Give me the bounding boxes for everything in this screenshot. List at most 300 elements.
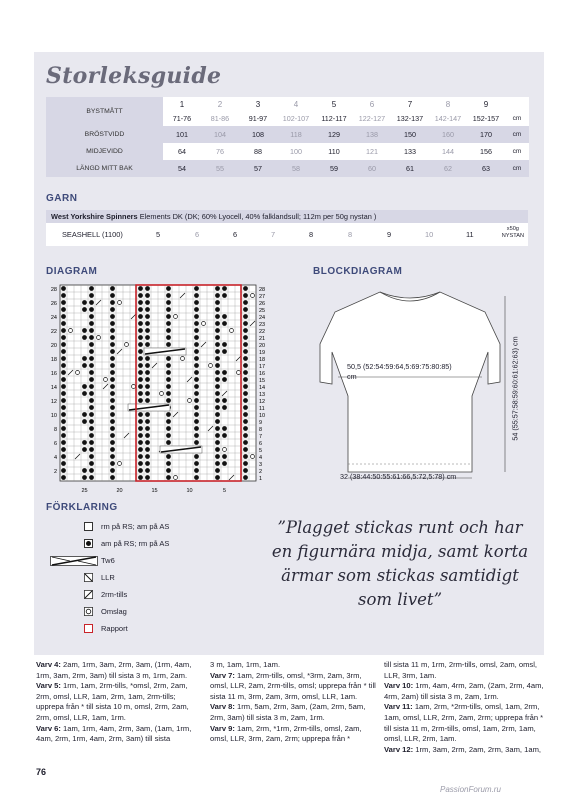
row-number: 20 [50,343,57,349]
purl-dot [82,307,87,312]
instruction-row: Varv 5: 1rm, 1am, 2rm-tills, *omsl, 2rm, 2am, 2rm, omsl, LLR, 1am, 2rm, 1am, 2rm-tills; upprepa från * till sista 10 m, omsl, 2rm, 2am, 2rm, omsl, LLR, 1am, 1rm. [36,681,189,722]
purl-dot [138,398,143,403]
instructions-column-2 [210,660,376,745]
purl-dot [110,370,115,375]
yarn-amount: 10 [425,230,434,239]
purl-dot [145,363,150,368]
purl-dot [145,440,150,445]
purl-dot [110,468,115,473]
purl-dot [243,384,248,389]
yarn-amount: 6 [233,230,238,239]
purl-dot [166,363,171,368]
purl-dot [166,433,171,438]
purl-dot [110,412,115,417]
cell-value: 144 [429,143,467,160]
purl-dot [166,412,171,417]
purl-dot [89,475,94,480]
purl-dot [61,328,66,333]
yarn-amount: 11 [466,230,474,239]
purl-dot [110,363,115,368]
purl-dot [166,321,171,326]
purl-dot [61,342,66,347]
cell-value: 61 [391,160,429,177]
purl-dot [194,342,199,347]
purl-dot [138,335,143,340]
row-number: 13 [259,392,266,398]
instruction-row: Varv 12: 1rm, 3am, 2rm, 2am, 2rm, 3am, 1am, [384,744,541,754]
row-label: BYSTMÅTT [46,97,163,126]
purl-dot [215,426,220,431]
purl-dot [145,286,150,291]
unit: cm [505,143,529,160]
cell-value: 59 [315,160,353,177]
cell-value: 63 [467,160,505,177]
purl-dot [194,286,199,291]
cell-value: 64 [163,143,201,160]
purl-dot [166,461,171,466]
purl-dot [61,468,66,473]
purl-dot [222,370,227,375]
purl-dot [222,461,227,466]
purl-dot [89,314,94,319]
purl-dot [194,384,199,389]
purl-dot [145,475,150,480]
purl-dot [145,454,150,459]
legend-item: Tw6 [46,556,206,570]
purl-dot [194,314,199,319]
purl-dot [243,412,248,417]
legend-item: rm på RS; am på AS [46,522,206,536]
size-number-row [46,97,529,111]
purl-dot [110,475,115,480]
cell-value: 108 [239,126,277,143]
bust-range: 132-137 [391,111,429,126]
purl-dot [61,475,66,480]
cell-value: 104 [201,126,239,143]
yarn-amount: 8 [309,230,314,239]
purl-dot [110,321,115,326]
row-number: 25 [259,308,266,314]
instruction-row: Varv 6: 1am, 1rm, 4am, 2rm, 3am, (1am, 1rm, 4am, 2rm, 1rm, 4am, 2rm, 3am) till sista [36,723,192,744]
purl-dot [194,412,199,417]
bust-range: 71-76 [163,111,201,126]
row-number: 11 [259,406,265,412]
row-number: 23 [259,322,266,328]
purl-dot [89,468,94,473]
purl-dot [110,286,115,291]
purl-dot [215,363,220,368]
purl-dot [243,314,248,319]
row-number: 10 [259,413,266,419]
purl-dot [243,440,248,445]
purl-dot [243,454,248,459]
purl-dot [82,363,87,368]
cell-value: 150 [391,126,429,143]
purl-dot [110,307,115,312]
size-number: 2 [201,97,239,111]
yarn-over-icon [84,607,93,616]
yarn-amount: 9 [387,230,392,239]
purl-dot [145,377,150,382]
purl-dot [194,377,199,382]
purl-dot [215,286,220,291]
purl-dot [166,307,171,312]
purl-dot [138,447,143,452]
cell-value: 129 [315,126,353,143]
cable-tw6-icon [50,556,98,566]
row-number: 19 [259,350,266,356]
purl-dot [82,468,87,473]
bust-range: 142-147 [429,111,467,126]
yarn-amount: 5 [156,230,161,239]
purl-dot [194,321,199,326]
purl-dot [194,328,199,333]
purl-dot [89,356,94,361]
bust-range: 112-117 [315,111,353,126]
row-number: 10 [50,413,57,419]
purl-dot [89,293,94,298]
purl-dot [138,363,143,368]
purl-dot [194,454,199,459]
purl-dot [166,398,171,403]
purl-dot [243,433,248,438]
instructions-column-1 [36,660,204,745]
row-number: 2 [53,469,57,475]
length-row [46,160,529,177]
purl-dot [215,447,220,452]
purl-dot [215,370,220,375]
cell-value: 100 [277,143,315,160]
width-label: 50,5 (52:54:59:64,5:69:75:80:85) cm [347,362,452,381]
purl-dot [89,454,94,459]
purl-dot [138,440,143,445]
instruction-row: Varv 10: 1rm, 4am, 4rm, 2am, (2am, 2rm, 4am, 4rm, 2am) till sista 3 m, 2am, 1rm. [384,681,544,701]
purl-dot [194,433,199,438]
purl-dot [61,356,66,361]
purl-dot [110,391,115,396]
purl-dot [215,342,220,347]
purl-dot [61,321,66,326]
row-number: 18 [259,357,266,363]
purl-dot [194,300,199,305]
purl-dot [110,461,115,466]
purl-dot [89,440,94,445]
purl-dot [82,328,87,333]
stitch-chart [46,282,271,496]
yarn-description [46,210,528,223]
blockdiagram-heading: BLOCKDIAGRAM [313,266,403,277]
purl-dot [138,454,143,459]
purl-dot [138,412,143,417]
purl-dot [166,370,171,375]
row-number: 7 [259,434,263,440]
column-number: 5 [222,488,227,494]
purl-dot [215,405,220,410]
row-number: 28 [50,287,57,293]
page-number: 76 [36,767,47,777]
purl-dot [194,475,199,480]
row-number: 15 [259,378,266,384]
purl-dot [166,314,171,319]
row-number: 8 [53,427,57,433]
instruction-row: Varv 9: 1am, 2rm, *1rm, 2rm-tills, omsl, 2am, omsl, LLR, 3rm, 2am, 2rm; upprepa från * [210,723,362,744]
purl-dot [61,433,66,438]
purl-dot [61,363,66,368]
purl-dot [61,314,66,319]
row-number: 3 [259,462,263,468]
purl-dot [222,454,227,459]
diagram-heading: DIAGRAM [46,266,98,277]
purl-dot [138,433,143,438]
column-number: 25 [81,488,88,494]
purl-dot [243,286,248,291]
bust-range: 102-107 [277,111,315,126]
size-number: 3 [239,97,277,111]
purl-dot [166,335,171,340]
cell-value: 76 [201,143,239,160]
purl-dot [82,335,87,340]
row-label: BRÖSTVIDD [46,126,163,143]
instruction-row: Varv 4: 2am, 1rm, 3am, 2rm, 3am, (1rm, 4am, 1rm, 3am, 2rm, 3am) till sista 3 m, 1rm, 2am. [36,660,192,680]
purl-dot [110,293,115,298]
purl-dot [194,370,199,375]
row-number: 6 [259,441,263,447]
purl-dot [138,426,143,431]
purl-dot [243,321,248,326]
purl-dot [243,468,248,473]
purl-dot [110,335,115,340]
purl-dot [138,377,143,382]
instruction-row: Varv 11: 1am, 2rm, *2rm-tills, omsl, 1am, 2rm, 1am, omsl, LLR, 2rm, 2am, 2rm; upprepa från * till sista 11 m, 2rm-tills, omsl, 1am, 2rm, 1am, omsl, LLR, 2rm, 1am. [384,702,544,744]
purl-dot [89,300,94,305]
chart-grid [60,285,256,481]
purl-dot [215,328,220,333]
instruction-row: 3 m, 1am, 1rm, 1am. [210,660,281,669]
row-number: 17 [259,364,266,370]
purl-dot [243,398,248,403]
purl-dot [89,384,94,389]
row-number: 24 [50,315,57,321]
purl-dot [110,342,115,347]
unit: cm [505,111,529,126]
purl-dot [138,314,143,319]
purl-dot [145,384,150,389]
garn-heading: GARN [46,193,78,204]
k2tog-icon [84,590,93,599]
purl-dot [215,433,220,438]
purl-dot [145,321,150,326]
purl-dot [89,412,94,417]
purl-dot [215,307,220,312]
purl-dot-icon [84,539,93,548]
purl-dot [145,335,150,340]
purl-dot [222,398,227,403]
purl-dot [61,454,66,459]
purl-dot [243,419,248,424]
bust-range: 91-97 [239,111,277,126]
purl-dot [89,370,94,375]
row-number: 28 [259,287,266,293]
purl-dot [166,391,171,396]
row-number: 22 [50,329,57,335]
purl-dot [194,335,199,340]
purl-dot [243,293,248,298]
cell-value: 101 [163,126,201,143]
yarn-spec: Elements DK (DK; 60% Lyocell, 40% falklandsull; 112m per 50g nystan ) [139,212,377,221]
repeat-box-icon [84,624,93,633]
purl-dot [82,475,87,480]
purl-dot [194,293,199,298]
purl-dot [138,475,143,480]
purl-dot [215,398,220,403]
purl-dot [110,377,115,382]
purl-dot [222,377,227,382]
cell-value: 156 [467,143,505,160]
purl-dot [145,342,150,347]
cell-value: 121 [353,143,391,160]
purl-dot [166,300,171,305]
row-number: 21 [259,336,266,342]
purl-dot [215,349,220,354]
purl-dot [110,426,115,431]
purl-dot [194,405,199,410]
purl-dot [61,398,66,403]
purl-dot [138,384,143,389]
purl-dot [166,440,171,445]
instructions-column-3 [384,660,546,755]
cell-value: 138 [353,126,391,143]
purl-dot [215,314,220,319]
purl-dot [222,342,227,347]
row-number: 26 [259,301,266,307]
purl-dot [243,405,248,410]
page-title: Storleksguide [46,63,222,89]
purl-dot [145,433,150,438]
row-label: LÄNGD MITT BAK [46,160,163,177]
row-number: 26 [50,301,57,307]
purl-dot [145,461,150,466]
waist-row [46,143,529,160]
purl-dot [138,419,143,424]
purl-dot [243,426,248,431]
purl-dot [89,321,94,326]
yarn-amount: 6 [195,230,200,239]
purl-dot [222,314,227,319]
purl-dot [61,349,66,354]
purl-dot [110,328,115,333]
column-number: 20 [116,488,123,494]
yarn-table [46,210,528,246]
purl-dot [222,433,227,438]
purl-dot [138,356,143,361]
purl-dot [243,377,248,382]
cell-value: 60 [353,160,391,177]
purl-dot [194,363,199,368]
purl-dot [194,468,199,473]
purl-dot [243,342,248,347]
purl-dot [194,307,199,312]
size-number: 6 [353,97,391,111]
purl-dot [166,356,171,361]
purl-dot [89,349,94,354]
purl-dot [89,426,94,431]
purl-dot [145,419,150,424]
chest-row [46,126,529,143]
purl-dot [215,468,220,473]
purl-dot [215,300,220,305]
row-number: 16 [50,371,57,377]
yarn-unit: x50g NYSTAN [501,226,524,239]
cell-value: 110 [315,143,353,160]
purl-dot [145,307,150,312]
column-number: 10 [186,488,193,494]
cell-value: 62 [429,160,467,177]
purl-dot [82,440,87,445]
purl-dot [222,426,227,431]
purl-dot [194,419,199,424]
purl-dot [145,412,150,417]
purl-dot [110,433,115,438]
purl-dot [166,475,171,480]
purl-dot [166,426,171,431]
column-number: 15 [151,488,158,494]
instruction-row: Varv 8: 1rm, 5am, 2rm, 3am, (2am, 2rm, 5am, 2rm, 3am) till sista 3 m, 2am, 1rm. [210,702,366,722]
purl-dot [110,419,115,424]
row-number: 4 [259,455,263,461]
unit: cm [505,160,529,177]
cell-value: 54 [163,160,201,177]
purl-dot [145,314,150,319]
size-number: 1 [163,97,201,111]
purl-dot [89,419,94,424]
purl-dot [166,328,171,333]
purl-dot [138,307,143,312]
cell-value: 133 [391,143,429,160]
purl-dot [243,349,248,354]
purl-dot [138,286,143,291]
purl-dot [89,433,94,438]
row-number: 27 [259,294,266,300]
yarn-brand: West Yorkshire Spinners [51,212,138,221]
bust-range: 81-86 [201,111,239,126]
purl-dot [61,286,66,291]
purl-dot [138,293,143,298]
purl-dot [243,475,248,480]
purl-dot [110,440,115,445]
purl-dot [215,475,220,480]
purl-dot [243,335,248,340]
purl-dot [215,412,220,417]
row-number: 2 [259,469,263,475]
purl-dot [194,391,199,396]
purl-dot [138,300,143,305]
purl-dot [110,349,115,354]
purl-dot [194,440,199,445]
purl-dot [215,293,220,298]
purl-dot [138,342,143,347]
purl-dot [82,300,87,305]
purl-dot [243,370,248,375]
purl-dot [61,384,66,389]
purl-dot [243,447,248,452]
purl-dot [89,447,94,452]
purl-dot [138,328,143,333]
purl-dot [215,321,220,326]
purl-dot [215,440,220,445]
purl-dot [89,461,94,466]
purl-dot [138,370,143,375]
garment-outline [320,292,500,472]
